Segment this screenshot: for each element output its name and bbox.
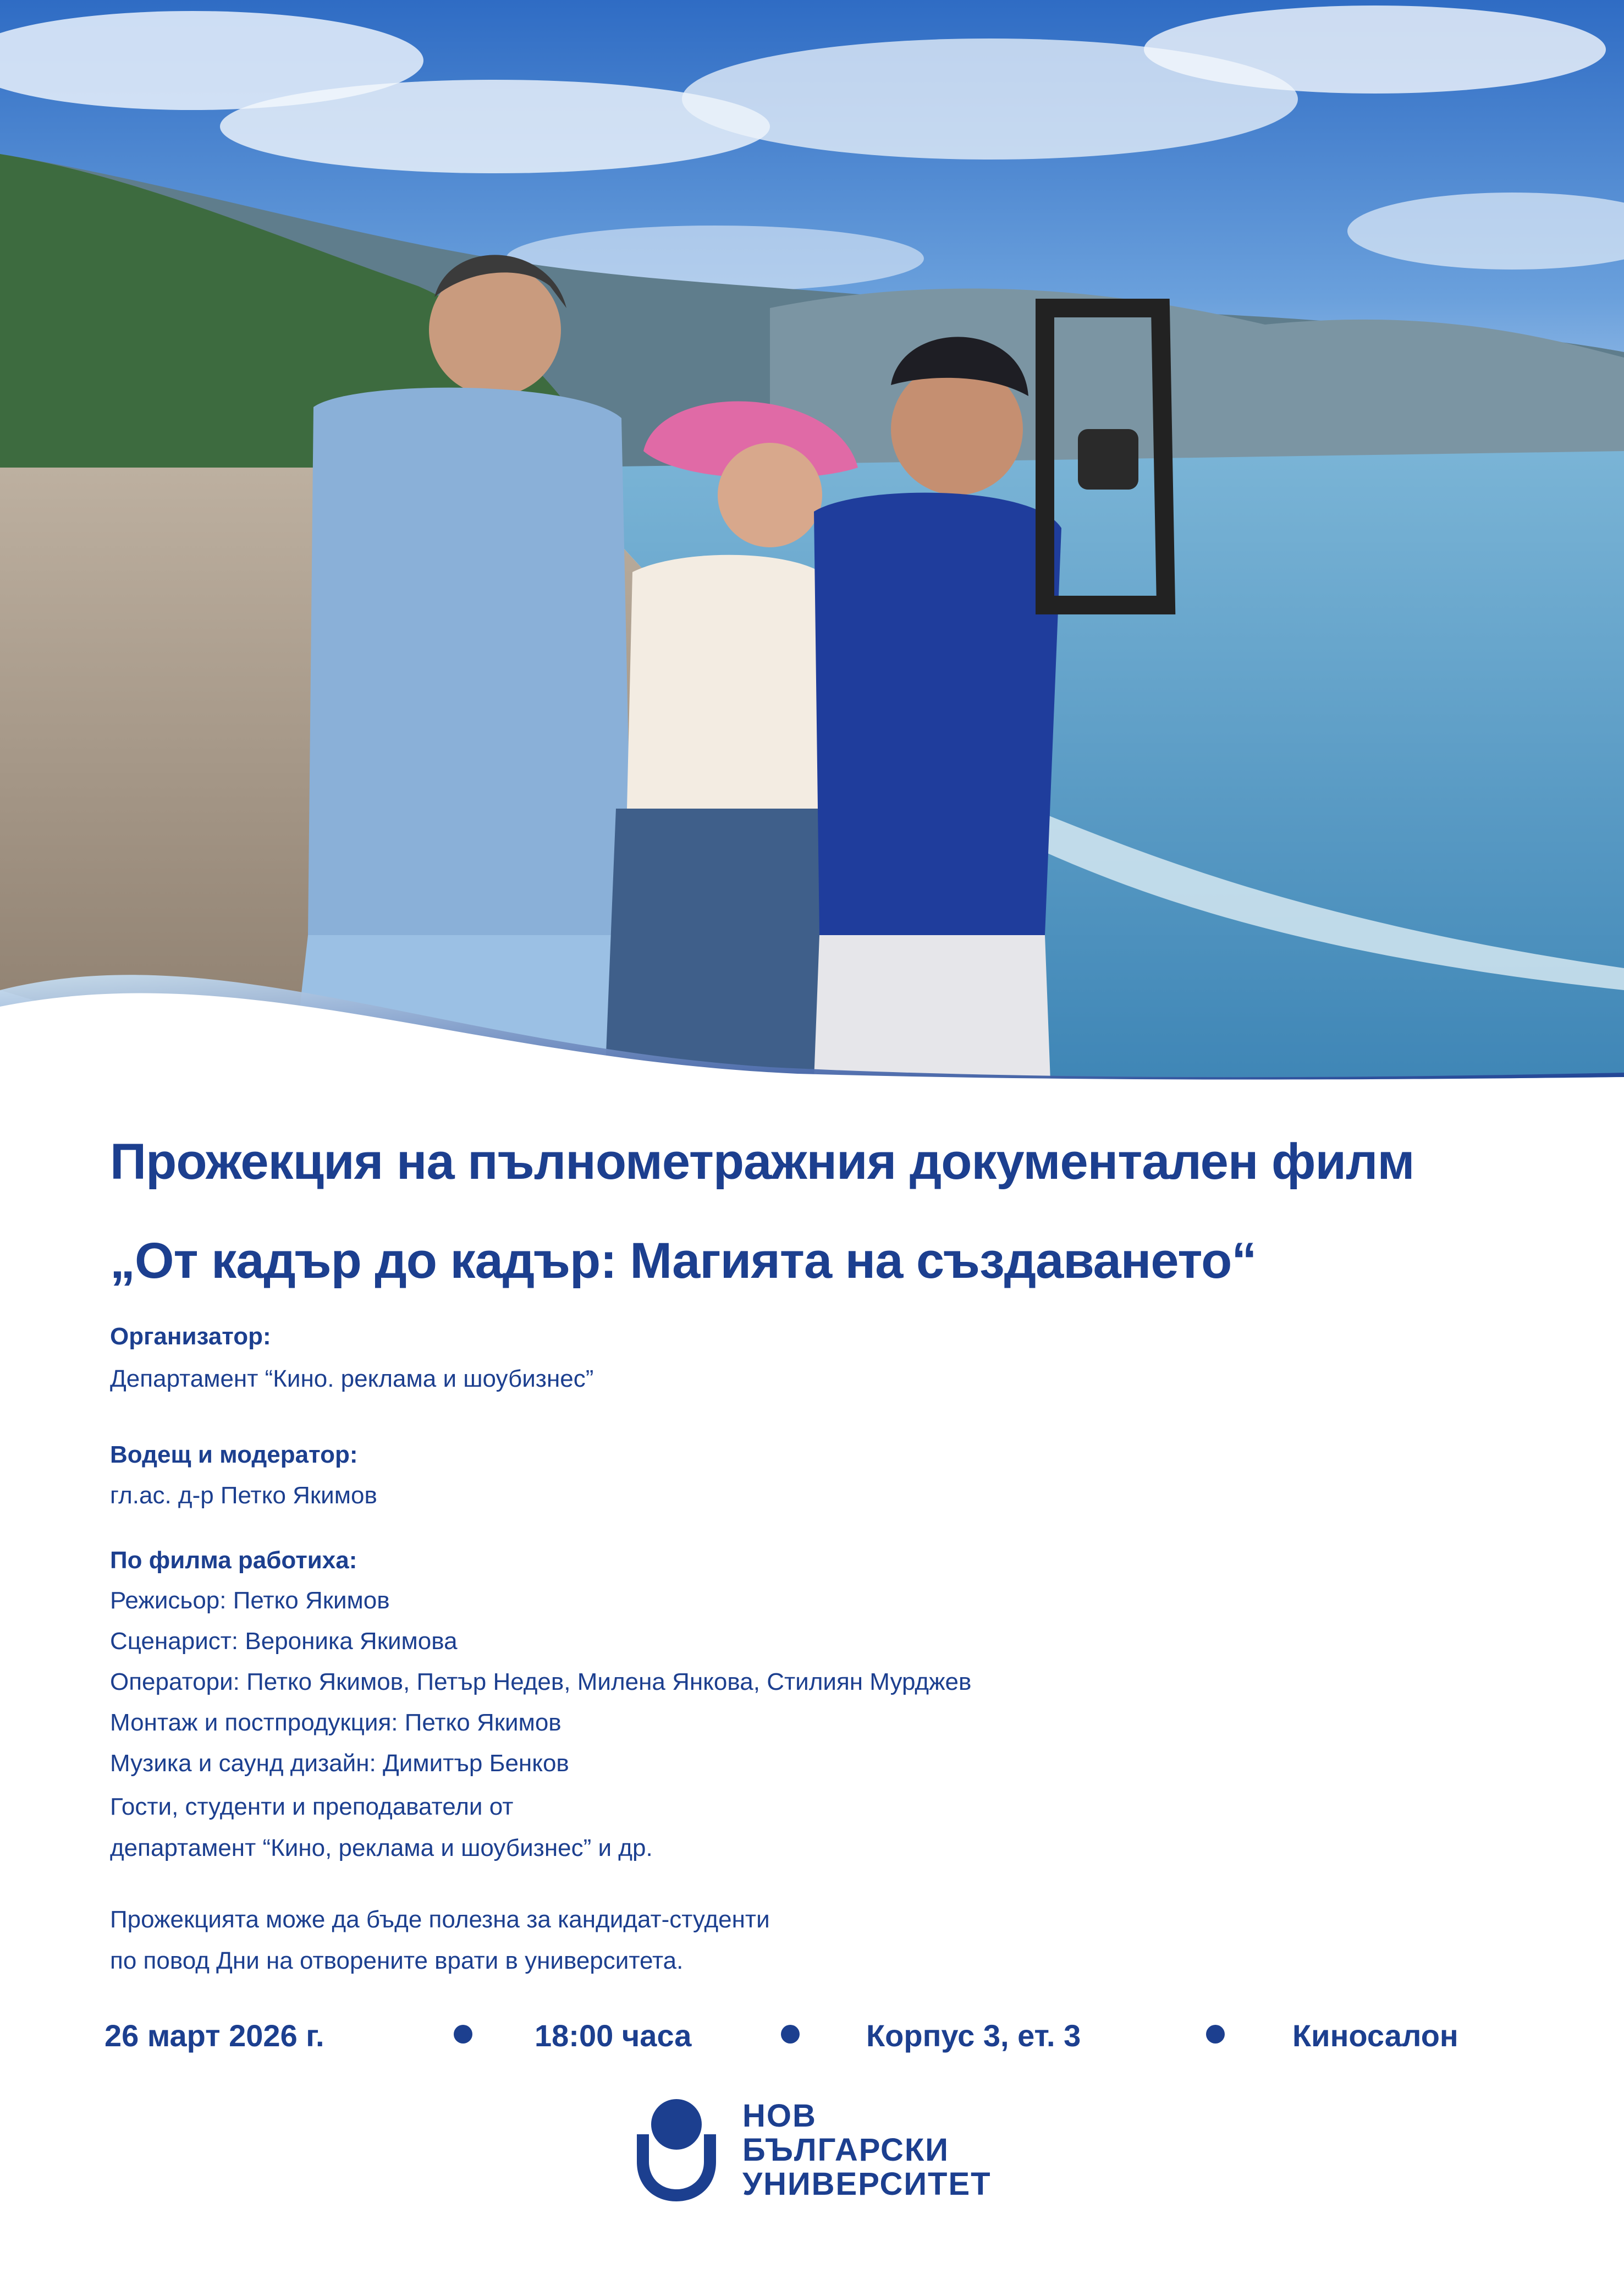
organizer-heading: Организатор: [110,1323,271,1350]
separator-dot [1206,2025,1225,2044]
crew-heading: По филма работиха: [110,1547,357,1574]
organizer-text: Департамент “Кино. реклама и шоубизнес” [110,1365,594,1392]
logo-text-line-3: УНИВЕРСИТЕТ [742,2166,992,2202]
title-line-1: Прожекция на пълнометражния документален филм [110,1134,1414,1190]
event-hall: Киносалон [1292,2018,1458,2053]
crew-line-writer: Сценарист: Вероника Якимова [110,1628,458,1655]
hero-photo [0,0,1624,1081]
note-line-2: по повод Дни на отворените врати в университета. [110,1947,684,1974]
event-date: 26 март 2026 г. [104,2018,324,2053]
crew-line-operators: Оператори: Петко Якимов, Петър Недев, Милена Янкова, Стилиян Мурджев [110,1668,972,1695]
separator-dot [454,2025,472,2044]
crew-line-director: Режисьор: Петко Якимов [110,1587,390,1614]
guests-line-2: департамент “Кино, реклама и шоубизнес” и др. [110,1834,653,1861]
guests-line-1: Гости, студенти и преподаватели от [110,1793,514,1820]
event-building: Корпус 3, ет. 3 [866,2018,1081,2053]
crew-line-editing: Монтаж и постпродукция: Петко Якимов [110,1709,561,1736]
event-time: 18:00 часа [535,2018,692,2053]
moderator-text: гл.ас. д-р Петко Якимов [110,1482,377,1509]
crew-line-music: Музика и саунд дизайн: Димитър Бенков [110,1750,569,1777]
nbu-logo [627,2096,1001,2206]
logo-text-line-1: НОВ [742,2098,817,2134]
title-line-2: „От кадър до кадър: Магията на създаването“ [110,1233,1257,1289]
moderator-heading: Водещ и модератор: [110,1441,358,1468]
separator-dot [781,2025,800,2044]
nbu-logo-mark [627,2096,726,2206]
note-line-1: Прожекцията може да бъде полезна за кандидат-студенти [110,1906,770,1933]
logo-text-line-2: БЪЛГАРСКИ [742,2132,949,2168]
